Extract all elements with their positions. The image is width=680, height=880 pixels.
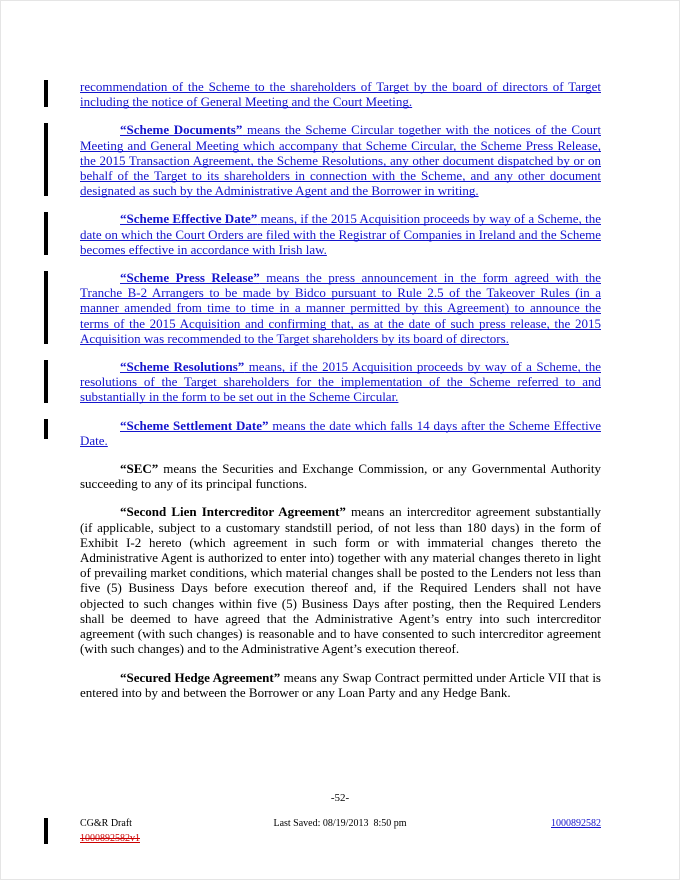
last-saved-label: Last Saved: 08/19/2013 8:50 pm [273, 818, 407, 829]
paragraph-continuation [80, 79, 601, 109]
defined-term: “Scheme Press Release” [120, 270, 260, 286]
page-number: -52- [330, 792, 350, 804]
draft-label: CG&R Draft [80, 818, 132, 829]
paragraph-text: means, if the 2015 Acquisition proceeds by way of a Scheme, the date on which the Court Orders are filed with the Registrar of Companies in Ireland and the Scheme becomes effective in accordance with Irish law. [80, 211, 601, 257]
paragraph-sec [80, 461, 601, 491]
paragraph-text: means any Swap Contract permitted under Article VII that is entered into by and between the Borrower or any Loan Party and any Hedge Bank. [80, 669, 601, 700]
defined-term: “SEC” [120, 461, 159, 477]
defined-term: “Scheme Effective Date” [120, 211, 258, 227]
paragraph-text: recommendation of the Scheme to the shareholders of Target by the board of directors of Target including the notice of General Meeting and the Court Meeting. [80, 79, 601, 110]
footer-change-bar [44, 818, 48, 844]
paragraph-text: means the date which falls 14 days after the Scheme Effective Date. [80, 417, 601, 448]
paragraph-scheme-settlement-date [80, 418, 601, 448]
page-content [80, 79, 601, 713]
paragraph-secured-hedge-agreement [80, 670, 601, 700]
paragraph-scheme-resolutions [80, 359, 601, 405]
defined-term: “Secured Hedge Agreement” [120, 669, 281, 685]
defined-term: “Second Lien Intercreditor Agreement” [120, 504, 346, 520]
paragraph-text: means the Securities and Exchange Commission, or any Governmental Authority succeeding to any of its principal functions. [80, 461, 601, 492]
paragraph-text: means, if the 2015 Acquisition proceeds by way of a Scheme, the resolutions of the Target shareholders for the implementation of the Scheme referred to and substantially in the form to be set out in the Scheme Circular. [80, 359, 601, 405]
paragraph-scheme-effective-date [80, 211, 601, 257]
paragraph-scheme-documents [80, 122, 601, 198]
paragraph-second-lien-intercreditor-agreement [80, 504, 601, 656]
deleted-doc-number: 1000892582v1 [80, 833, 140, 844]
paragraph-text: means the Scheme Circular together with the notices of the Court Meeting and General Meeting which accompany that Scheme Circular, the Scheme Press Release, the 2015 Transaction Agreement, the Scheme Resolutions, any other document dispatched by or on behalf of the Target to its shareholders in connection with the Scheme, and any other document designated as such by the Administrative Agent and the Borrower in writing. [80, 122, 601, 199]
paragraph-text: means the press announcement in the form agreed with the Tranche B-2 Arrangers to be made by Bidco pursuant to Rule 2.5 of the Takeover Rules (in a manner amended from time to time in a manner permitted by this Agreement) to announce the terms of the 2015 Acquisition and confirming that, as at the date of such press release, the 2015 Acquisition was recommended to the Target shareholders by its board of directors. [80, 270, 601, 346]
defined-term: “Scheme Settlement Date” [120, 417, 269, 433]
doc-number-link[interactable]: 1000892582 [551, 818, 601, 829]
defined-term: “Scheme Resolutions” [120, 359, 245, 375]
paragraph-text: means an intercreditor agreement substantially (if applicable, subject to a customary standstill period, of not less than 180 days) in the form of Exhibit I-2 hereto (which agreement in such form or with immaterial changes thereto the Administrative Agent is authorized to enter into) together with any material changes thereto in light of prevailing market conditions, which material changes shall be posted to the Lenders not less than five (5) Business Days before execution thereof and, if the Required Lenders shall not have objected to such changes within five (5) Business Days after posting, then the Required Lenders shall be deemed to have agreed that the Administrative Agent’s entry into such intercreditor agreement (with such changes) is reasonable and to have consented to such intercreditor agreement (with such changes) and to the Administrative Agent’s execution thereof. [80, 504, 601, 657]
defined-term: “Scheme Documents” [120, 122, 243, 138]
paragraph-scheme-press-release [80, 270, 601, 346]
